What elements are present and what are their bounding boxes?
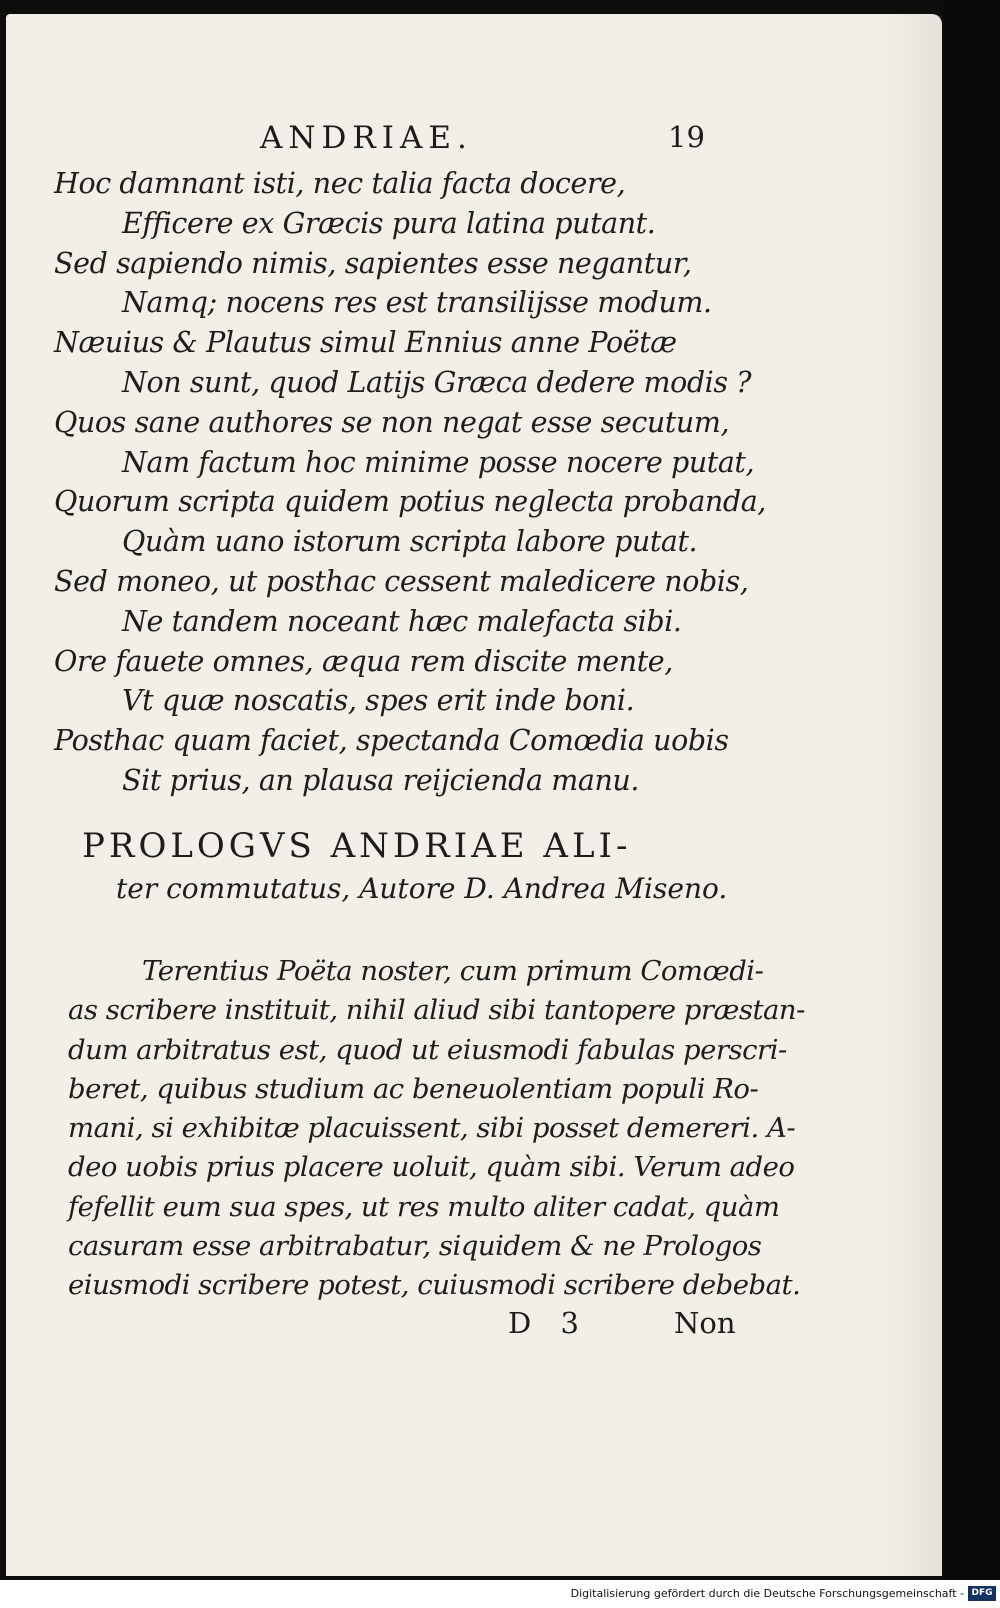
verse-block [6, 164, 942, 801]
verse-line: Non sunt, quod Latijs Græca dedere modis ? [122, 365, 752, 399]
verse-line: Næuius & Plautus simul Ennius anne Poëtæ [54, 326, 677, 360]
funding-notice: Digitalisierung gefördert durch die Deutsche Forschungsgemeinschaft - [570, 1587, 964, 1600]
dfg-logo-icon: DFG [968, 1586, 996, 1601]
verse-line: Sit prius, an plausa reijcienda manu. [122, 763, 640, 797]
prose-line: fefellit eum sua spes, ut res multo aliter cadat, quàm [68, 1190, 780, 1223]
verse-line: Efficere ex Græcis pura latina putant. [122, 206, 656, 240]
page-number: 19 [668, 120, 705, 154]
verse-line: Ore fauete omnes, æqua rem discite mente, [54, 644, 673, 678]
verse-line: Vt quæ noscatis, spes erit inde boni. [122, 684, 635, 718]
verse-line: Quorum scripta quidem potius neglecta probanda, [54, 485, 766, 519]
verse-line: Hoc damnant isti, nec talia facta docere, [54, 167, 626, 200]
section-heading: PROLOGVS ANDRIAE ALI- [82, 826, 632, 866]
prose-block [6, 952, 942, 1306]
catchword: Non [674, 1306, 736, 1340]
scan-background [944, 0, 1000, 1580]
verse-line: Namq; nocens res est transilijsse modum. [122, 286, 712, 320]
verse-line: Sed sapiendo nimis, sapientes esse negantur, [54, 246, 692, 280]
running-head [6, 120, 942, 160]
running-head-title: ANDRIAE. [260, 120, 473, 156]
prose-line: eiusmodi scribere potest, cuiusmodi scribere debebat. [68, 1269, 801, 1302]
verse-line: Posthac quam faciet, spectanda Comœdia uobis [54, 724, 729, 758]
prose-line: Terentius Poëta noster, cum primum Comœdi- [142, 955, 764, 987]
signature-mark: D 3 [508, 1306, 589, 1340]
prose-line: dum arbitratus est, quod ut eiusmodi fabulas perscri- [68, 1033, 787, 1066]
section-subheading: ter commutatus, Autore D. Andrea Miseno. [116, 872, 728, 905]
verse-line: Sed moneo, ut posthac cessent maledicere nobis, [54, 564, 749, 598]
prose-line: mani, si exhibitæ placuissent, sibi posset demereri. A- [68, 1112, 796, 1145]
verse-line: Ne tandem noceant hæc malefacta sibi. [122, 604, 682, 638]
verse-line: Quàm uano istorum scripta labore putat. [122, 525, 698, 559]
prose-line: deo uobis prius placere uoluit, quàm sibi. Verum adeo [68, 1151, 795, 1184]
prose-line: beret, quibus studium ac beneuolentiam populi Ro- [68, 1072, 759, 1105]
prose-line: casuram esse arbitrabatur, siquidem & ne Prologos [68, 1230, 762, 1263]
verse-line: Quos sane authores se non negat esse secutum, [54, 405, 730, 439]
book-page [6, 14, 942, 1576]
digitization-footer [0, 1580, 1000, 1608]
prose-line: as scribere instituit, nihil aliud sibi tantopere præstan- [68, 994, 805, 1027]
verse-line: Nam factum hoc minime posse nocere putat, [122, 445, 755, 479]
